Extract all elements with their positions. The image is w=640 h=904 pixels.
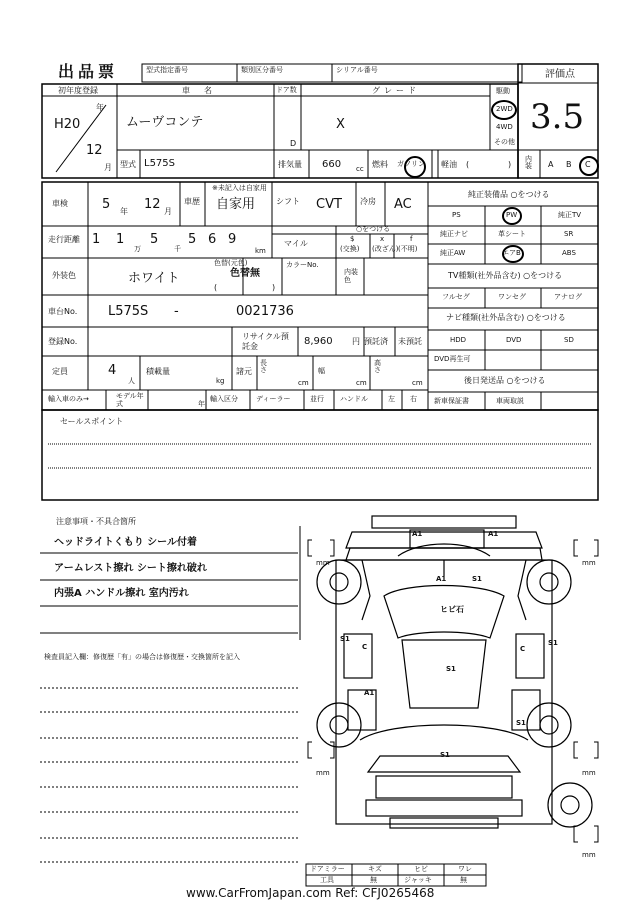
- grade-eval-label: 評価点: [545, 69, 575, 80]
- first-reg-label: 初年度登録: [58, 86, 98, 95]
- interior-label: 内装: [525, 155, 532, 170]
- dvd-playable: DVD再生可: [434, 355, 471, 363]
- displacement-value: 660: [322, 159, 342, 170]
- mileage-digit-6: 9: [228, 232, 237, 247]
- meter-unknown: f: [410, 235, 413, 243]
- mileage-sen: 千: [174, 245, 181, 253]
- exterior-color: ホワイト: [128, 271, 180, 286]
- import-year-unit: 年: [198, 400, 205, 408]
- mm-spare: mm: [582, 851, 596, 859]
- legend-scratch: キズ: [368, 865, 382, 873]
- history-note: ※未記入は自家用: [212, 184, 267, 192]
- mileage-digit-5: 6: [208, 232, 217, 247]
- meter-replaced: $: [350, 235, 355, 243]
- mark-s1-rear: S1: [440, 751, 450, 759]
- equip-aw: 純正AW: [440, 249, 466, 257]
- mm-rear-right: mm: [582, 769, 596, 777]
- fuel-paren-open: (: [466, 160, 470, 169]
- ac-label: 冷房: [360, 197, 376, 206]
- sheet-title: 出品票: [58, 62, 119, 81]
- history-label: 車歴: [184, 197, 200, 206]
- color-paren-close: ): [272, 283, 276, 292]
- legend-tool-value: 無: [370, 876, 377, 884]
- interior-c: C: [585, 160, 591, 169]
- note-line-1: ヘッドライトくもり シール付着: [54, 537, 197, 548]
- drive-label: 駆動: [496, 87, 510, 95]
- mark-a1-front-right: A1: [488, 530, 499, 538]
- mile-label: マイル: [284, 239, 308, 248]
- mark-s1-roof: S1: [446, 665, 456, 673]
- sales-point-label: セールスポイント: [60, 417, 124, 426]
- tv-oneseg: ワンセグ: [498, 293, 526, 301]
- mark-a1-hood: A1: [436, 575, 447, 583]
- width-cm: cm: [356, 379, 367, 387]
- color-change-value: 色替無: [230, 268, 260, 279]
- after-manual: 車両取説: [496, 397, 524, 405]
- width-label: 幅: [318, 367, 325, 375]
- length-label: 長さ: [260, 359, 267, 374]
- mileage-digit-2: 1: [116, 232, 125, 247]
- drive-4wd: 4WD: [496, 123, 513, 131]
- chassis-dash: -: [174, 304, 179, 319]
- right-label: 右: [410, 395, 417, 403]
- model-year-label: モデル年式: [116, 392, 144, 409]
- ac-value: AC: [394, 197, 412, 212]
- mileage-man: 万: [134, 245, 141, 253]
- mark-s1-right-rear: S1: [516, 719, 526, 727]
- import-type-label: 輸入区分: [210, 395, 238, 403]
- equip-navi: 純正ナビ: [440, 230, 468, 238]
- equip-pw: PW: [506, 211, 518, 219]
- length-cm: cm: [298, 379, 309, 387]
- serial-label: シリアル番号: [336, 66, 378, 74]
- inspection-year-unit: 年: [120, 207, 128, 216]
- fuel-gasoline: ガソリン: [397, 160, 425, 168]
- height-cm: cm: [412, 379, 423, 387]
- mark-s1-left-fender: S1: [340, 635, 350, 643]
- color-no-label: カラーNo.: [286, 261, 319, 269]
- grade-value: X: [336, 117, 345, 132]
- reg-month: 12: [86, 143, 103, 158]
- mm-rear-left: mm: [316, 769, 330, 777]
- inspection-month: 12: [144, 197, 161, 212]
- mileage-digit-4: 5: [188, 232, 197, 247]
- displacement-unit: cc: [356, 165, 364, 173]
- equip-airbag: エアB: [502, 249, 521, 257]
- mark-s1-hood: S1: [472, 575, 482, 583]
- equip-pw-circle: [502, 207, 522, 225]
- after-title: 後日発送品 ○をつける: [464, 376, 546, 385]
- history-value: 自家用: [216, 197, 256, 212]
- grade-eval-value: 3.5: [530, 97, 585, 137]
- chassis-number: 0021736: [236, 304, 294, 319]
- fuel-gasoline-circle: [404, 156, 426, 178]
- fuel-light-oil: 軽油: [441, 160, 457, 169]
- navi-hdd: HDD: [450, 336, 467, 344]
- equip-abs: ABS: [562, 249, 576, 257]
- color-paren-open: (: [214, 283, 218, 292]
- chassis-label: 車台No.: [48, 307, 78, 316]
- drive-2wd-circle: [491, 100, 517, 120]
- meter-altered: x: [380, 235, 385, 243]
- mark-s1-right-fender: S1: [548, 639, 558, 647]
- grade-label: グレード: [372, 86, 420, 95]
- dims-label: 諸元: [236, 367, 252, 376]
- capacity-value: 4: [108, 363, 117, 378]
- meter-altered-label: (改ざん): [372, 245, 399, 253]
- meter-replaced-label: (交換): [340, 245, 360, 253]
- equip-airbag-circle: [502, 245, 524, 263]
- recycle-done: 預託済: [364, 337, 388, 346]
- dealer-label: ディーラー: [256, 395, 291, 403]
- chassis-prefix: L575S: [108, 304, 149, 319]
- legend-mirror: ドアミラー: [310, 865, 345, 873]
- recycle-unit: 円: [352, 337, 360, 346]
- exterior-color-label: 外装色: [52, 271, 76, 280]
- drive-other: その他: [494, 138, 515, 146]
- circle-note: ○をつける: [356, 225, 391, 233]
- month-unit: 月: [104, 163, 112, 172]
- car-name: ムーヴコンテ: [126, 115, 204, 130]
- equip-leather: 革シート: [498, 230, 526, 238]
- notes-title: 注意事項・不具合箇所: [56, 517, 136, 526]
- after-warranty: 新車保証書: [434, 397, 469, 405]
- interior-a: A: [548, 160, 554, 169]
- parallel-label: 並行: [310, 395, 324, 403]
- mark-a1-front-left: A1: [412, 530, 423, 538]
- handle-label: ハンドル: [340, 395, 368, 403]
- meter-unknown-label: (不明): [398, 245, 418, 253]
- year-unit: 年: [96, 103, 104, 112]
- model-value: L575S: [144, 158, 176, 169]
- footer-reference: www.CarFromJapan.com Ref: CFJ0265468: [186, 886, 435, 900]
- displacement-label: 排気量: [278, 160, 302, 169]
- mileage-digit-1: 1: [92, 232, 101, 247]
- reg-no-label: 登録No.: [48, 337, 78, 346]
- tv-fullseg: フルセグ: [442, 293, 470, 301]
- drive-2wd: 2WD: [496, 105, 513, 113]
- reg-year: H20: [54, 117, 81, 132]
- color-change-label: 色替(元色): [214, 259, 248, 267]
- load-label: 積載量: [146, 367, 170, 376]
- car-name-label: 車名: [182, 86, 226, 95]
- doors-value: D: [290, 139, 297, 148]
- mileage-label: 走行距離: [48, 235, 80, 244]
- category-label: 類別区分番号: [241, 66, 283, 74]
- load-unit: kg: [216, 377, 225, 385]
- interior-color-label: 内装色: [344, 268, 358, 285]
- navi-sd: SD: [564, 336, 574, 344]
- interior-b: B: [566, 160, 572, 169]
- legend-tool: 工具: [320, 876, 334, 884]
- model-label: 型式: [120, 160, 136, 169]
- mark-c-left: C: [362, 643, 368, 651]
- inspector-title: 検査員記入欄：修復歴「有」の場合は修復歴・交換箇所を記入: [44, 653, 240, 661]
- height-label: 高さ: [374, 359, 381, 374]
- legend-break: ワレ: [458, 865, 472, 873]
- genuine-title: 純正装備品 ○をつける: [468, 190, 550, 199]
- mark-a1-left-door: A1: [364, 689, 375, 697]
- legend-jack: ジャッキ: [404, 876, 432, 884]
- navi-title: ナビ種類(社外品含む) ○をつける: [446, 313, 566, 322]
- equip-ps: PS: [452, 211, 461, 219]
- legend-jack-value: 無: [460, 876, 467, 884]
- tv-title: TV種類(社外品含む) ○をつける: [448, 271, 563, 280]
- fuel-label: 燃料: [372, 160, 388, 169]
- inspection-month-unit: 月: [164, 207, 172, 216]
- capacity-label: 定員: [52, 367, 68, 376]
- equip-tv: 純正TV: [558, 211, 582, 219]
- tv-analog: アナログ: [554, 293, 582, 301]
- note-line-2: アームレスト擦れ シート擦れ破れ: [54, 563, 207, 574]
- legend-crack: ヒビ: [414, 865, 428, 873]
- model-cert-label: 型式指定番号: [146, 66, 188, 74]
- shift-label: シフト: [276, 197, 300, 206]
- equip-sr: SR: [564, 230, 574, 238]
- mark-windshield: ヒビ石: [440, 605, 464, 614]
- recycle-not: 未預託: [398, 337, 422, 346]
- inspection-year: 5: [102, 197, 111, 212]
- inspection-label: 車検: [52, 199, 68, 208]
- shift-value: CVT: [316, 197, 342, 212]
- capacity-unit: 人: [128, 377, 135, 385]
- interior-c-circle: [579, 156, 599, 176]
- doors-label: ドア数: [276, 86, 297, 94]
- mm-front-left: mm: [316, 559, 330, 567]
- import-label: 輸入車のみ→: [48, 395, 89, 403]
- mileage-digit-3: 5: [150, 232, 159, 247]
- left-label: 左: [388, 395, 395, 403]
- fuel-paren-close: ): [508, 160, 512, 169]
- navi-dvd: DVD: [506, 336, 522, 344]
- recycle-value: 8,960: [304, 336, 333, 347]
- note-line-3: 内張A ハンドル擦れ 室内汚れ: [54, 588, 189, 599]
- mark-c-right: C: [520, 645, 526, 653]
- mileage-unit: km: [255, 247, 266, 255]
- mm-front-right: mm: [582, 559, 596, 567]
- recycle-label: リサイクル預託金: [242, 332, 289, 352]
